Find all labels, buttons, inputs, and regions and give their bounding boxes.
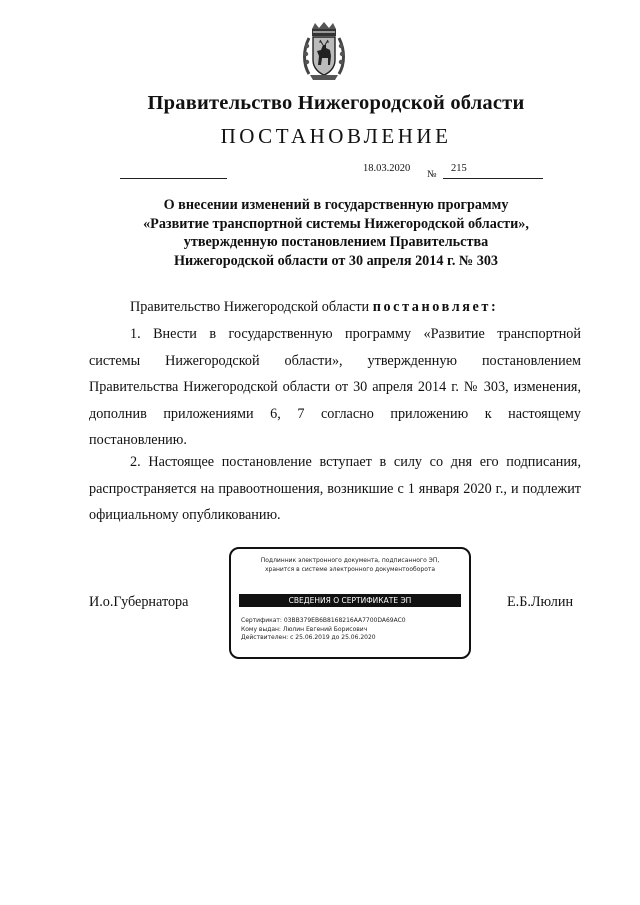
stamp-cert-serial: Сертификат: 03BB379EB6B8168216AA7700DA69AC0: [241, 617, 406, 624]
coat-of-arms-emblem-icon: [301, 22, 347, 82]
document-subject: [0, 196, 640, 270]
subject-line: «Развитие транспортной системы Нижегородской области»,: [143, 215, 529, 232]
item-2-text: 2. Настоящее постановление вступает в силу со дня его подписания, распространяется на правоотношения, возникшие с 1 января 2020 г., и подлежит официальному опубликованию.: [89, 454, 581, 523]
subject-line: утвержденную постановлением Правительства: [183, 234, 489, 250]
document-date: 18.03.2020: [363, 163, 411, 174]
signatory-position: И.о.Губернатора: [89, 594, 189, 610]
intro-verb: постановляет:: [372, 299, 499, 315]
number-underline: [443, 178, 543, 179]
stamp-certificate-info: [241, 617, 406, 643]
subject-line: Нижегородской области от 30 апреля 2014 г. № 303: [173, 252, 499, 269]
intro-paragraph: [89, 294, 581, 321]
stamp-issued-to: Кому выдан: Люлин Евгений Борисович: [241, 625, 368, 633]
electronic-signature-stamp: [229, 547, 471, 659]
paragraph-item-1: [89, 321, 581, 454]
stamp-validity: Действителен: с 25.06.2019 до 25.06.2020: [241, 634, 376, 641]
item-1-text: 1. Внести в государственную программу «Развитие транспортной системы Нижегородской области», утвержденную постановлением Правительства Нижегородской области от 30 апреля 2014 г. № 303, изменения, дополнив приложениями 6, 7 согласно приложению к настоящему постановлению.: [89, 326, 581, 448]
intro-prefix: Правительство Нижегородской области: [130, 299, 370, 315]
paragraph-item-2: [89, 449, 581, 529]
subject-line: О внесении изменений в государственную программу: [163, 197, 509, 213]
document-number: 215: [451, 163, 467, 174]
date-underline-left: [120, 178, 227, 179]
signatory-name: Е.Б.Люлин: [507, 594, 574, 610]
stamp-header: [231, 557, 469, 574]
organization-title: Правительство Нижегородской области: [147, 92, 525, 114]
number-label: №: [427, 169, 437, 180]
stamp-certificate-bar: СВЕДЕНИЯ О СЕРТИФИКАТЕ ЭП: [239, 594, 461, 607]
stamp-line: хранится в системе электронного документооборота: [264, 565, 436, 573]
document-type: ПОСТАНОВЛЕНИЕ: [220, 124, 452, 148]
stamp-line: Подлинник электронного документа, подписанного ЭП,: [260, 557, 440, 564]
